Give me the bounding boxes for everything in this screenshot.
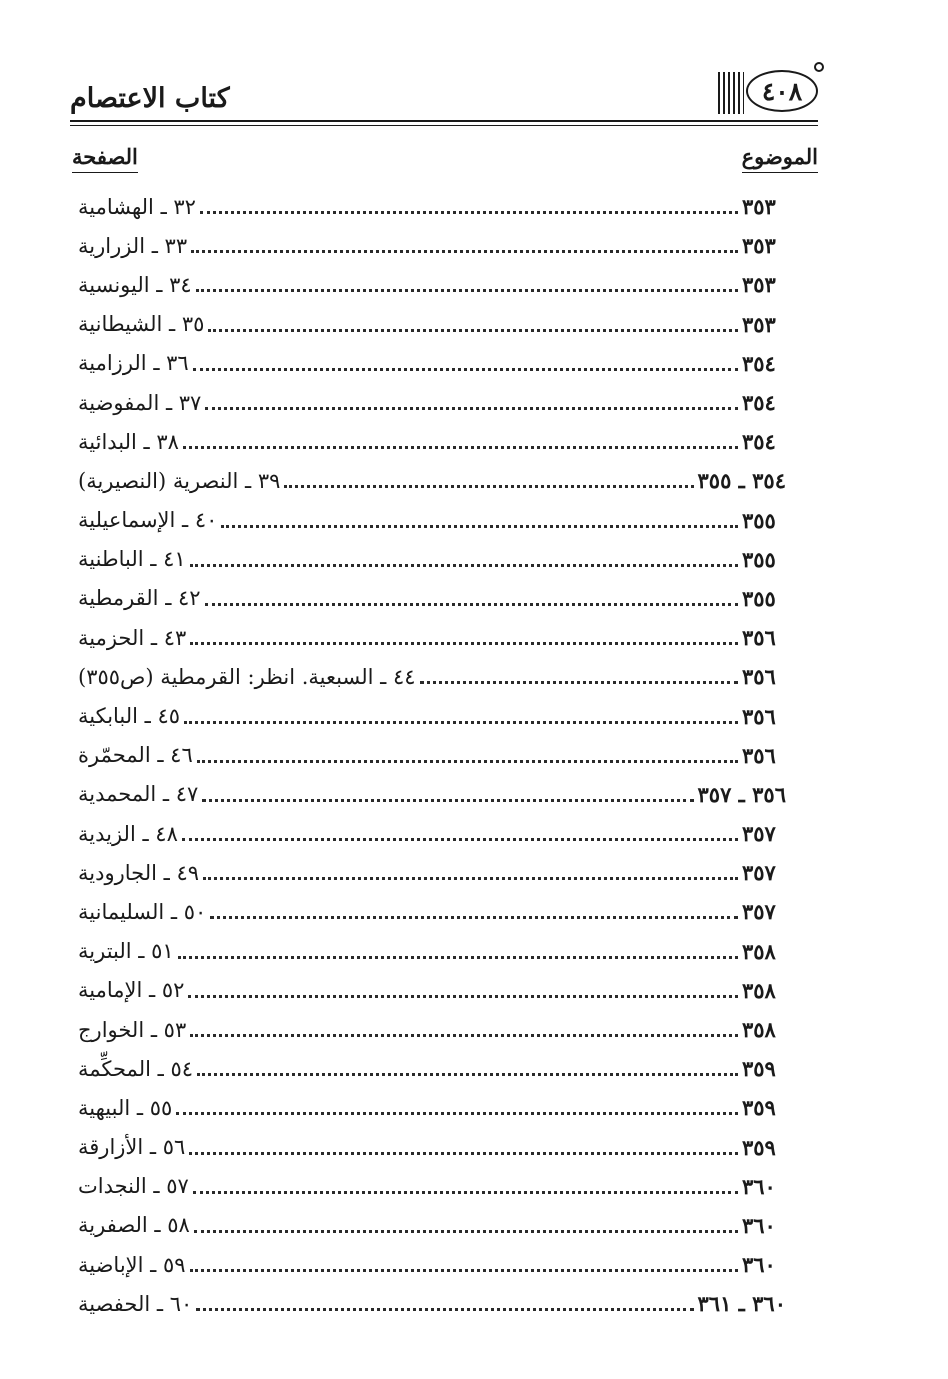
toc-entry-title: ٣٤ ـ اليونسية <box>78 272 192 297</box>
toc-entry <box>70 853 794 892</box>
toc-entry-title: ٤٧ ـ المحمدية <box>78 782 199 807</box>
dot-leader <box>190 642 738 645</box>
toc-entry-page: ٣٦٠ <box>742 1173 776 1199</box>
toc-entry-title: ٤٢ ـ القرمطية <box>78 586 201 611</box>
toc-entry-title: ٥٧ ـ النجدات <box>78 1174 189 1199</box>
toc-entry <box>70 618 794 657</box>
toc-entry-page: ٣٥٨ <box>742 977 776 1003</box>
toc-entry-page: ٣٥٧ <box>742 860 776 886</box>
dot-leader <box>203 877 738 880</box>
toc-entry-page: ٣٥٩ <box>742 1056 776 1082</box>
toc-entry <box>70 1010 794 1049</box>
toc-entry-page: ٣٥٨ <box>742 1017 776 1043</box>
toc-entry <box>70 226 794 265</box>
dot-leader <box>208 329 738 332</box>
toc-entry-title: ٤٠ ـ الإسماعيلية <box>78 508 218 533</box>
dot-leader <box>193 368 738 371</box>
toc-entry-page: ٣٦٠ ـ ٣٦١ <box>697 1291 786 1317</box>
toc-entry <box>70 892 794 931</box>
toc-entry-page: ٣٥٤ <box>742 390 776 416</box>
toc-entry <box>70 265 794 304</box>
toc-entry <box>70 657 794 696</box>
dot-leader <box>197 1073 738 1076</box>
toc-entry-title: ٤٨ ـ الزيدية <box>78 821 178 846</box>
toc-entry-title: ٥١ ـ البترية <box>78 939 174 964</box>
toc-entry-page: ٣٥٤ ـ ٣٥٥ <box>697 468 786 494</box>
table-of-contents <box>70 187 794 1323</box>
dot-leader <box>190 564 738 567</box>
toc-entry-page: ٣٥٧ <box>742 821 776 847</box>
toc-entry-page: ٣٥٩ <box>742 1134 776 1160</box>
toc-entry <box>70 971 794 1010</box>
dot-leader <box>193 1191 738 1194</box>
dot-leader <box>196 1308 693 1311</box>
toc-entry-title: ٣٦ ـ الرزامية <box>78 351 189 376</box>
toc-entry-title: ٥٠ ـ السليمانية <box>78 899 207 924</box>
toc-entry-page: ٣٥٨ <box>742 938 776 964</box>
toc-entry-page: ٣٥٥ <box>742 507 776 533</box>
toc-entry-title: ٤٤ ـ السبعية. انظر: القرمطية (ص٣٥٥) <box>78 664 416 689</box>
toc-entry-page: ٣٥٦ <box>742 742 776 768</box>
toc-entry <box>70 461 794 500</box>
book-title: كتاب الاعتصام <box>70 83 230 114</box>
toc-entry-page: ٣٥٦ <box>742 664 776 690</box>
toc-entry-title: ٦٠ ـ الحفصية <box>78 1291 193 1316</box>
toc-entry <box>70 1167 794 1206</box>
toc-entry-page: ٣٥٤ <box>742 350 776 376</box>
dot-leader <box>205 603 738 606</box>
toc-entry-title: ٥٢ ـ الإمامية <box>78 978 185 1003</box>
toc-entry-title: ٤٩ ـ الجارودية <box>78 860 199 885</box>
toc-entry <box>70 579 794 618</box>
dot-leader <box>197 760 738 763</box>
toc-entry-page: ٣٥٣ <box>742 272 776 298</box>
dot-leader <box>178 956 738 959</box>
toc-entry <box>70 501 794 540</box>
toc-entry-title: ٥٩ ـ الإباضية <box>78 1252 186 1277</box>
toc-entry-title: ٤٦ ـ المحمّرة <box>78 743 193 768</box>
toc-entry <box>70 814 794 853</box>
running-header <box>70 66 818 122</box>
toc-entry-page: ٣٥٦ <box>742 625 776 651</box>
page-number-ornament <box>720 66 818 118</box>
page-number: ٤٠٨ <box>746 70 818 112</box>
topic-column-heading: الموضوع <box>742 144 818 173</box>
ornament-dot-icon <box>814 62 824 72</box>
dot-leader <box>194 1230 738 1233</box>
dot-leader <box>420 681 738 684</box>
toc-entry-page: ٣٥٧ <box>742 899 776 925</box>
dot-leader <box>184 721 738 724</box>
header-rule <box>70 120 818 126</box>
dot-leader <box>191 250 738 253</box>
toc-entry-page: ٣٥٦ ـ ٣٥٧ <box>697 781 786 807</box>
toc-entry-page: ٣٥٣ <box>742 194 776 220</box>
toc-entry-page: ٣٦٠ <box>742 1252 776 1278</box>
dot-leader <box>182 838 738 841</box>
toc-entry <box>70 1128 794 1167</box>
toc-entry-title: ٤٣ ـ الحزمية <box>78 625 187 650</box>
toc-entry <box>70 1088 794 1127</box>
toc-entry-title: ٣٢ ـ الهشامية <box>78 194 196 219</box>
dot-leader <box>200 211 738 214</box>
toc-entry-title: ٣٧ ـ المفوضية <box>78 390 202 415</box>
toc-entry <box>70 1049 794 1088</box>
toc-entry-page: ٣٥٤ <box>742 429 776 455</box>
toc-entry <box>70 540 794 579</box>
toc-entry <box>70 775 794 814</box>
dot-leader <box>183 446 738 449</box>
dot-leader <box>176 1112 738 1115</box>
dot-leader <box>190 1034 738 1037</box>
toc-entry-page: ٣٥٩ <box>742 1095 776 1121</box>
dot-leader <box>188 995 738 998</box>
toc-entry <box>70 383 794 422</box>
toc-entry-page: ٣٥٣ <box>742 233 776 259</box>
toc-entry <box>70 1284 794 1323</box>
toc-entry <box>70 422 794 461</box>
toc-entry-title: ٥٥ ـ البيهية <box>78 1095 173 1120</box>
toc-entry <box>70 932 794 971</box>
toc-entry-title: ٣٨ ـ البدائية <box>78 429 179 454</box>
toc-entry <box>70 736 794 775</box>
toc-entry-page: ٣٥٥ <box>742 585 776 611</box>
toc-entry-page: ٣٥٦ <box>742 703 776 729</box>
toc-entry-title: ٣٥ ـ الشيطانية <box>78 312 205 337</box>
toc-entry-title: ٥٤ ـ المحكِّمة <box>78 1056 193 1081</box>
dot-leader <box>284 485 693 488</box>
dot-leader <box>196 289 738 292</box>
toc-entry-title: ٥٨ ـ الصفرية <box>78 1213 190 1238</box>
dot-leader <box>202 799 693 802</box>
dot-leader <box>190 1269 738 1272</box>
toc-entry-title: ٤١ ـ الباطنية <box>78 547 186 572</box>
toc-entry <box>70 696 794 735</box>
toc-entry <box>70 305 794 344</box>
toc-entry-title: ٣٣ ـ الزرارية <box>78 233 188 258</box>
ornament-lines-icon <box>718 72 744 114</box>
toc-entry <box>70 187 794 226</box>
toc-entry-page: ٣٦٠ <box>742 1212 776 1238</box>
toc-entry <box>70 1206 794 1245</box>
toc-entry <box>70 344 794 383</box>
toc-entry <box>70 1245 794 1284</box>
dot-leader <box>221 525 738 528</box>
page-column-heading: الصفحة <box>72 144 138 173</box>
dot-leader <box>205 407 738 410</box>
toc-entry-title: ٤٥ ـ البابكية <box>78 704 181 729</box>
dot-leader <box>210 916 738 919</box>
toc-entry-title: ٥٦ ـ الأزارقة <box>78 1135 186 1160</box>
toc-entry-title: ٣٩ ـ النصرية (النصيرية) <box>78 468 281 493</box>
toc-entry-page: ٣٥٥ <box>742 546 776 572</box>
toc-entry-title: ٥٣ ـ الخوارج <box>78 1017 187 1042</box>
toc-entry-page: ٣٥٣ <box>742 311 776 337</box>
dot-leader <box>189 1152 738 1155</box>
